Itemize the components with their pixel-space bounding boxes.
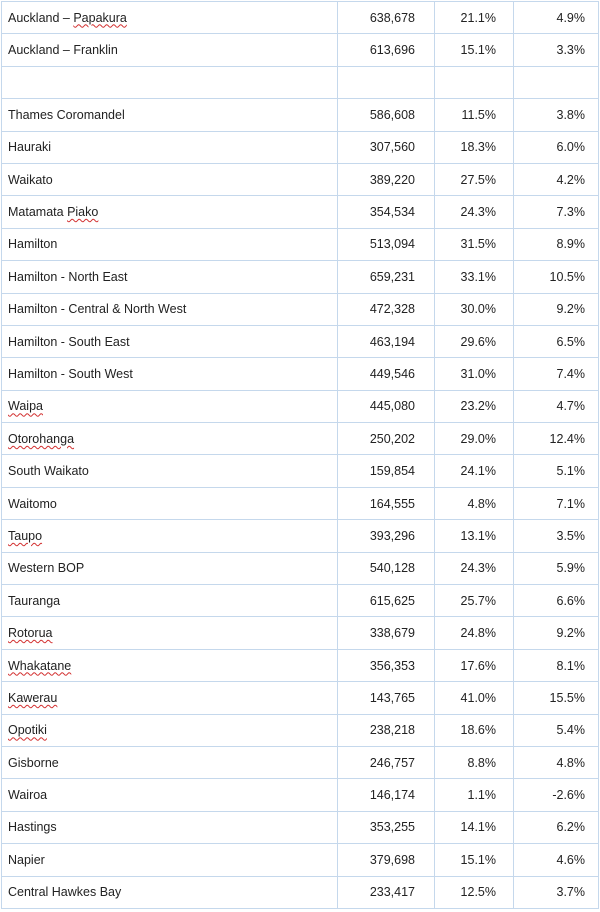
row-pct1: 12.5% [435,876,514,908]
row-pct1: 4.8% [435,487,514,519]
row-value: 659,231 [338,261,435,293]
row-name: Hamilton - South West [8,366,133,381]
row-name-cell [2,66,338,98]
table-row [2,99,599,131]
row-name-cell [2,455,338,487]
row-name-cell [2,617,338,649]
row-pct2: 4.6% [514,844,599,876]
row-value: 250,202 [338,423,435,455]
row-name: Napier [8,852,45,867]
row-value: 540,128 [338,552,435,584]
row-name: Hamilton [8,237,58,252]
spellcheck-underline: Kawerau [8,690,58,705]
row-value: 246,757 [338,746,435,778]
table-row [2,196,599,228]
row-value: 356,353 [338,649,435,681]
table-row [2,34,599,66]
table-row [2,66,599,98]
row-pct1: 11.5% [435,99,514,131]
row-value: 238,218 [338,714,435,746]
row-pct2: 6.0% [514,131,599,163]
row-name: Hamilton - Central & North West [8,302,187,317]
table-row [2,779,599,811]
table-row [2,487,599,519]
row-value: 353,255 [338,811,435,843]
row-name: Hamilton - North East [8,269,128,284]
row-pct1: 14.1% [435,811,514,843]
table-row [2,2,599,34]
table-row [2,746,599,778]
row-pct2: 9.2% [514,617,599,649]
row-name-cell [2,131,338,163]
row-pct1: 1.1% [435,779,514,811]
row-name-cell [2,779,338,811]
row-pct2: 3.8% [514,99,599,131]
row-pct2: 3.5% [514,520,599,552]
row-pct2: 3.3% [514,34,599,66]
row-pct1: 29.0% [435,423,514,455]
row-name: Tauranga [8,593,61,608]
table-row [2,390,599,422]
row-pct1: 13.1% [435,520,514,552]
row-name-cell [2,196,338,228]
spellcheck-underline: Waipa [8,399,43,414]
district-data-table [1,1,599,909]
row-name: Waikato [8,172,53,187]
table-row [2,520,599,552]
row-name-cell [2,99,338,131]
row-value: 449,546 [338,358,435,390]
row-name-cell [2,714,338,746]
row-name [8,659,71,673]
row-name: Hauraki [8,140,52,155]
row-name: Western BOP [8,561,85,576]
row-value: 472,328 [338,293,435,325]
row-value: 354,534 [338,196,435,228]
table-row [2,358,599,390]
row-name [8,626,52,640]
row-pct1: 31.5% [435,228,514,260]
row-pct2: 8.9% [514,228,599,260]
row-name-cell [2,682,338,714]
row-pct2 [514,66,599,98]
row-name: Central Hawkes Bay [8,885,122,900]
row-name-cell [2,261,338,293]
row-pct1: 30.0% [435,293,514,325]
row-pct1: 21.1% [435,2,514,34]
row-name: Matamata Piako [8,205,99,220]
row-pct1: 15.1% [435,34,514,66]
spellcheck-underline: Taupo [8,528,43,543]
row-pct1: 24.8% [435,617,514,649]
row-pct2: 8.1% [514,649,599,681]
table-row [2,682,599,714]
row-name-cell [2,34,338,66]
row-value: 143,765 [338,682,435,714]
row-name: Gisborne [8,755,59,770]
row-name-cell [2,876,338,908]
row-pct1: 24.1% [435,455,514,487]
row-value: 146,174 [338,779,435,811]
table-row [2,261,599,293]
table-row [2,844,599,876]
row-pct2: 4.9% [514,2,599,34]
row-pct1: 31.0% [435,358,514,390]
row-pct1: 8.8% [435,746,514,778]
row-value [338,66,435,98]
row-name-cell [2,293,338,325]
row-value: 379,698 [338,844,435,876]
spellcheck-underline: Otorohanga [8,431,75,446]
row-value: 615,625 [338,585,435,617]
table-row [2,325,599,357]
row-pct1: 24.3% [435,552,514,584]
row-name-cell [2,325,338,357]
row-value: 307,560 [338,131,435,163]
row-name: South Waikato [8,464,89,479]
row-value: 586,608 [338,99,435,131]
spellcheck-underline: Rotorua [8,626,53,641]
row-name: Waitomo [8,496,57,511]
spellcheck-underline: Opotiki [8,723,47,738]
row-name: Wairoa [8,788,48,803]
row-name-cell [2,585,338,617]
row-name-cell [2,746,338,778]
row-name: Auckland – Papakura [8,10,127,25]
row-name-cell [2,552,338,584]
table-body [2,2,599,909]
table-row [2,423,599,455]
row-pct2: 4.2% [514,163,599,195]
row-name-cell [2,649,338,681]
table-row [2,876,599,908]
row-pct1: 24.3% [435,196,514,228]
row-name-cell [2,358,338,390]
row-pct1: 41.0% [435,682,514,714]
row-name: Auckland – Franklin [8,43,118,58]
row-value: 393,296 [338,520,435,552]
row-pct2: 9.2% [514,293,599,325]
table-row [2,585,599,617]
spellcheck-underline: Whakatane [8,658,72,673]
row-pct1: 27.5% [435,163,514,195]
table-row [2,228,599,260]
row-name-cell [2,390,338,422]
table-row [2,714,599,746]
table-row [2,163,599,195]
spellcheck-underline: Papakura [73,10,127,25]
row-name [8,529,42,543]
row-pct1: 15.1% [435,844,514,876]
table-row [2,131,599,163]
row-pct2: 7.1% [514,487,599,519]
row-name [8,399,43,413]
table-row [2,455,599,487]
row-pct1: 23.2% [435,390,514,422]
row-name: Hastings [8,820,57,835]
row-pct2: -2.6% [514,779,599,811]
row-pct1: 18.3% [435,131,514,163]
spellcheck-underline: Piako [67,205,99,220]
row-name [8,723,47,737]
row-value: 233,417 [338,876,435,908]
row-name [8,432,74,446]
row-pct2: 4.7% [514,390,599,422]
row-value: 389,220 [338,163,435,195]
row-name-cell [2,487,338,519]
row-pct2: 5.1% [514,455,599,487]
row-name-cell [2,844,338,876]
row-name-cell [2,423,338,455]
row-name: Thames Coromandel [8,107,125,122]
row-pct1: 18.6% [435,714,514,746]
row-pct2: 3.7% [514,876,599,908]
row-pct2: 6.6% [514,585,599,617]
row-pct2: 6.5% [514,325,599,357]
row-value: 613,696 [338,34,435,66]
row-pct1: 17.6% [435,649,514,681]
row-pct1: 25.7% [435,585,514,617]
row-name-cell [2,2,338,34]
row-pct2: 6.2% [514,811,599,843]
row-pct2: 10.5% [514,261,599,293]
row-pct2: 7.3% [514,196,599,228]
row-name: Hamilton - South East [8,334,130,349]
row-pct2: 15.5% [514,682,599,714]
row-name-cell [2,228,338,260]
row-value: 463,194 [338,325,435,357]
row-pct2: 12.4% [514,423,599,455]
row-value: 164,555 [338,487,435,519]
row-value: 445,080 [338,390,435,422]
row-pct1: 29.6% [435,325,514,357]
table-row [2,811,599,843]
row-pct2: 5.4% [514,714,599,746]
table-row [2,552,599,584]
row-value: 338,679 [338,617,435,649]
row-pct2: 5.9% [514,552,599,584]
table-row [2,293,599,325]
row-name [8,691,57,705]
row-pct2: 4.8% [514,746,599,778]
table-row [2,649,599,681]
row-name-cell [2,520,338,552]
row-pct1 [435,66,514,98]
row-value: 638,678 [338,2,435,34]
table-row [2,617,599,649]
row-pct1: 33.1% [435,261,514,293]
row-value: 159,854 [338,455,435,487]
row-value: 513,094 [338,228,435,260]
row-name-cell [2,811,338,843]
row-pct2: 7.4% [514,358,599,390]
row-name-cell [2,163,338,195]
